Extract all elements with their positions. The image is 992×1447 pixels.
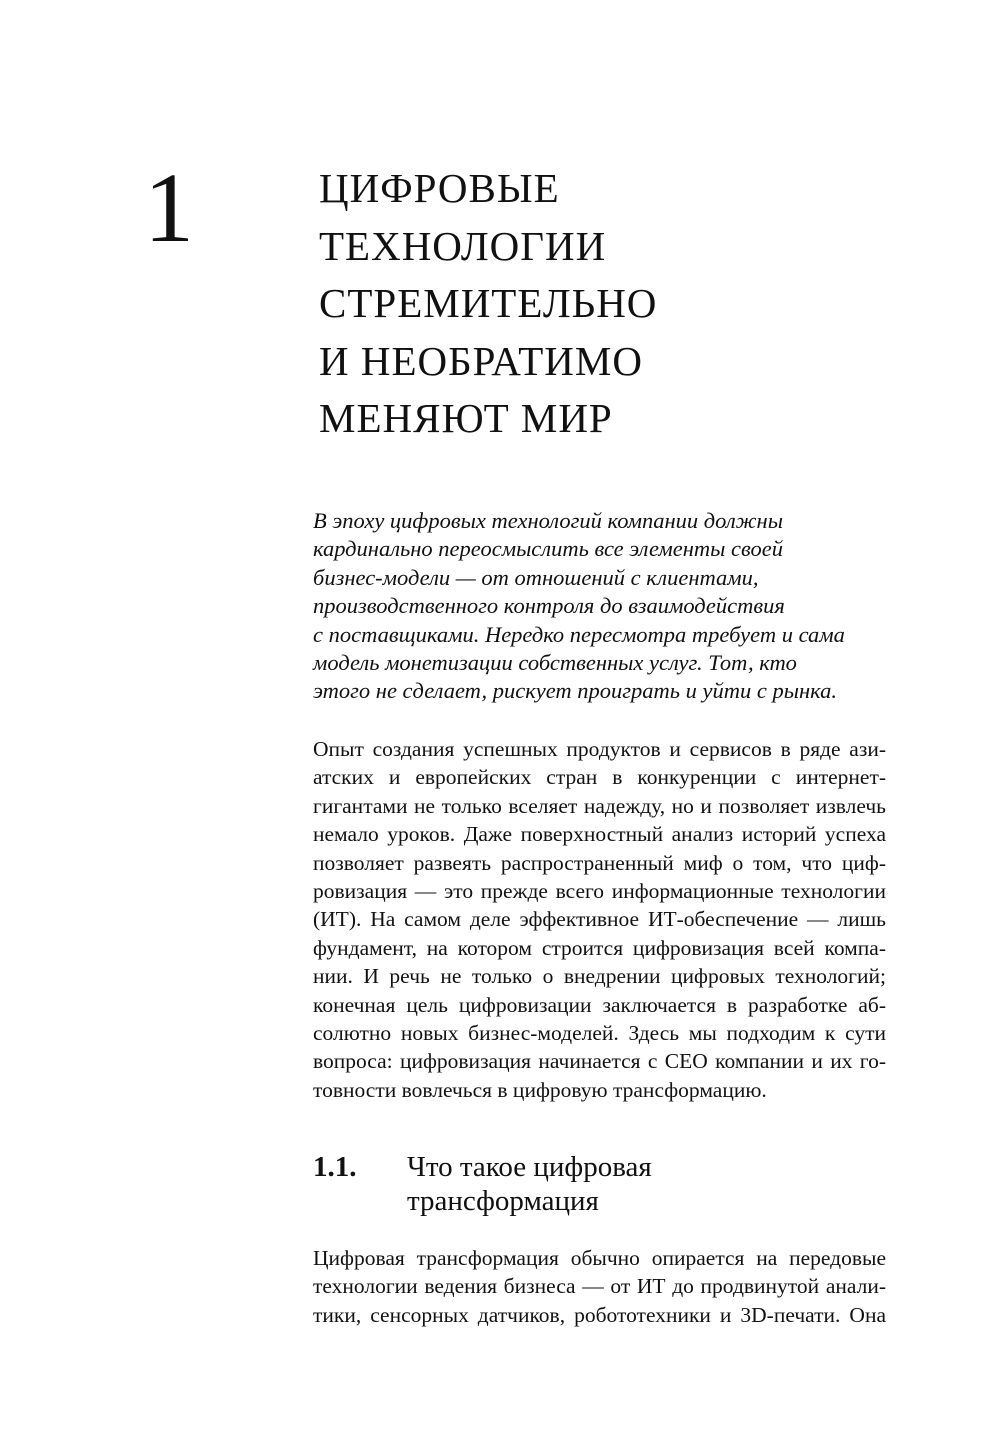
paragraph-line: технологии ведения бизнеса — от ИТ до продвинутой анали-: [313, 1274, 886, 1299]
paragraph-line: ровизация — это прежде всего информационные технологии: [313, 879, 886, 904]
paragraph-line: фундамент, на котором строится цифровизация всей компа-: [313, 935, 886, 960]
paragraph-line: Цифровая трансформация обычно опирается на передовые: [313, 1246, 886, 1270]
intro-paragraph: [313, 735, 886, 1104]
epigraph-line: кардинально переосмыслить все элементы своей: [313, 536, 783, 562]
epigraph-line: бизнес-модели — от отношений с клиентами,: [313, 564, 759, 590]
paragraph-line: Опыт создания успешных продуктов и сервисов в ряде ази-: [313, 737, 886, 761]
chapter-title-line: ТЕХНОЛОГИИ: [319, 222, 607, 269]
paragraph-line: товности вовлечься в цифровую трансформацию.: [313, 1077, 767, 1102]
section-title-line: Что такое цифровая: [407, 1151, 652, 1183]
paragraph-line: атских и европейских стран в конкуренции с интернет-: [313, 765, 886, 790]
epigraph-line: производственного контроля до взаимодействия: [313, 593, 785, 619]
paragraph-line: позволяет развеять распространенный миф о том, что циф-: [313, 850, 886, 875]
chapter-title-line: И НЕОБРАТИМО: [319, 337, 643, 384]
chapter-title-line: ЦИФРОВЫЕ: [319, 165, 560, 211]
epigraph: [313, 507, 845, 706]
paragraph-line: гигантами не только вселяет надежду, но и позволяет извлечь: [313, 793, 886, 818]
epigraph-line: с поставщиками. Нередко пересмотра требует и сама: [313, 621, 845, 647]
chapter-title-line: МЕНЯЮТ МИР: [319, 395, 613, 441]
paragraph-line: конечная цель цифровизации заключается в разработке аб-: [313, 992, 886, 1017]
paragraph-line: нии. И речь не только о внедрении цифровых технологий;: [313, 964, 886, 989]
section-number: 1.1.: [313, 1151, 357, 1183]
chapter-number: 1: [144, 152, 194, 263]
paragraph-line: солютно новых бизнес-моделей. Здесь мы подходим к сути: [313, 1021, 886, 1046]
paragraph-line: (ИТ). На самом деле эффективное ИТ-обеспечение — лишь: [313, 907, 886, 932]
epigraph-line: этого не сделает, рискует проиграть и уйти с рынка.: [313, 678, 837, 704]
epigraph-line: В эпоху цифровых технологий компании должны: [313, 508, 783, 533]
section-title-line: трансформация: [407, 1185, 599, 1217]
paragraph-line: вопроса: цифровизация начинается с CEO компании и их го-: [313, 1049, 886, 1074]
section-paragraph: [313, 1244, 886, 1329]
chapter-title: [319, 160, 657, 448]
paragraph-line: немало уроков. Даже поверхностный анализ историй успеха: [313, 822, 886, 847]
paragraph-line: тики, сенсорных датчиков, робототехники и 3D-печати. Она: [313, 1302, 886, 1327]
epigraph-line: модель монетизации собственных услуг. Тот, кто: [313, 650, 797, 676]
section-title: [407, 1150, 652, 1218]
chapter-title-line: СТРЕМИТЕЛЬНО: [319, 280, 658, 326]
